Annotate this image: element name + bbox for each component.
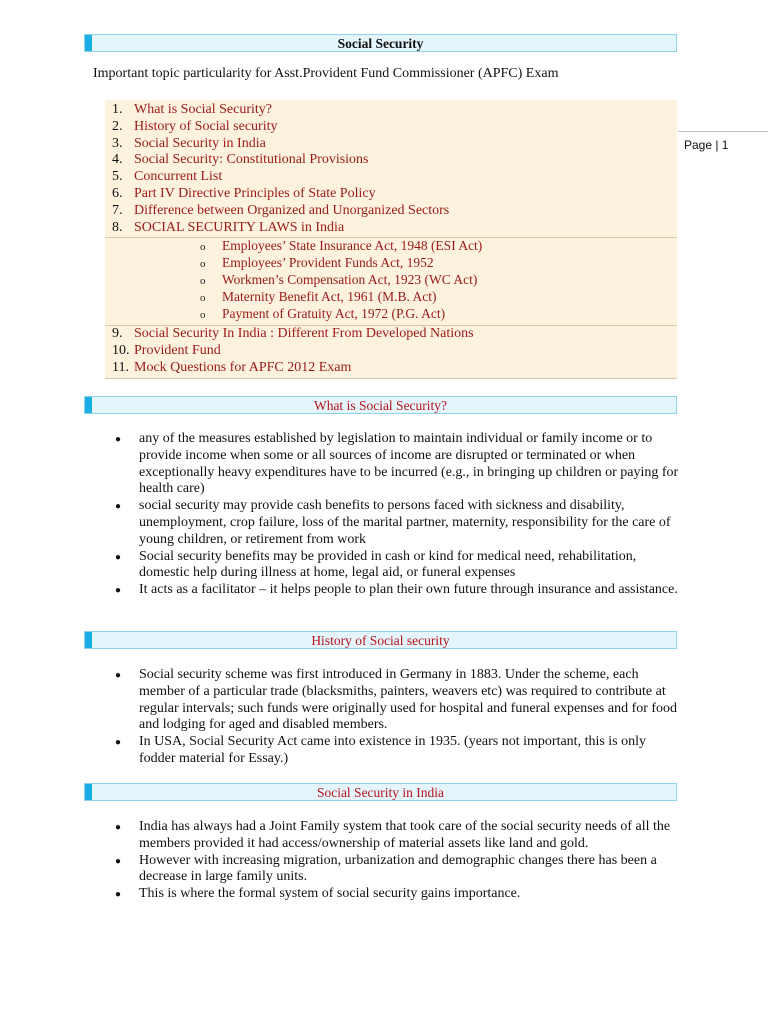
main-heading (84, 34, 677, 52)
toc-item-number: 8. (112, 219, 123, 235)
bullet-icon: ● (115, 585, 122, 597)
toc-item (112, 152, 369, 168)
toc-subitem-label: Maternity Benefit Act, 1961 (M.B. Act) (222, 288, 437, 304)
toc-subitem-label: Employees’ Provident Funds Act, 1952 (222, 254, 434, 270)
toc-item (112, 169, 222, 185)
toc-item (112, 136, 266, 152)
bullet-icon: ● (115, 889, 122, 901)
section-heading-history (84, 631, 677, 649)
bullet-icon: ● (115, 551, 122, 563)
toc-item (112, 119, 277, 135)
list-item-text: This is where the formal system of social security gains importance. (139, 886, 521, 902)
list-item (112, 853, 682, 887)
toc-item-label: Social Security: Constitutional Provisions (134, 152, 369, 168)
toc-item-number: 1. (112, 102, 123, 117)
toc-item-label: Difference between Organized and Unorganized Sectors (134, 202, 450, 218)
intro-text: Important topic particularity for Asst.Provident Fund Commissioner (APFC) Exam (93, 66, 559, 81)
toc-item-label: Social Security in India (134, 135, 266, 151)
toc-item-number: 11. (112, 359, 129, 375)
toc-item (112, 102, 272, 118)
toc-item-number: 5. (112, 169, 123, 185)
toc-item-label: Part IV Directive Principles of State Policy (134, 186, 376, 201)
india-list (112, 819, 682, 903)
toc-item (112, 326, 474, 342)
toc-item (112, 360, 351, 376)
toc-item-number: 2. (112, 118, 123, 134)
toc-item (112, 343, 221, 359)
list-item (112, 582, 682, 599)
section-heading-india (84, 783, 677, 801)
bullet-icon: ● (115, 501, 122, 513)
section-heading-text: History of Social security (311, 633, 450, 648)
list-item-text: India has always had a Joint Family system that took care of the social security needs of all the members provided it had access/ownership of material assets like land and gold. (139, 819, 671, 851)
toc-subitem-label: Payment of Gratuity Act, 1972 (P.G. Act) (222, 305, 446, 321)
list-item (112, 549, 682, 583)
toc-item-label: SOCIAL SECURITY LAWS in India (134, 219, 345, 235)
bullet-icon: ● (115, 434, 122, 445)
list-item-text: In USA, Social Security Act came into existence in 1935. (years not important, this is only fodder material for Essay.) (139, 734, 647, 766)
toc-subitem-label: Workmen’s Compensation Act, 1923 (WC Act) (222, 271, 478, 287)
main-heading-text: Social Security (337, 36, 424, 51)
toc-item (112, 220, 344, 236)
what-is-list (112, 431, 682, 599)
toc-item-number: 6. (112, 186, 123, 201)
bullet-icon: ● (115, 670, 122, 681)
toc-item-number: 3. (112, 135, 123, 151)
section-heading-text: What is Social Security? (313, 398, 448, 413)
list-item (112, 431, 682, 498)
heading-accent-bar (85, 632, 92, 648)
toc-item-label: What is Social Security? (134, 102, 273, 117)
list-item-text: any of the measures established by legislation to maintain individual or family income or to provide income when some or all sources of income are disrupted or terminated or when exceptionally heavy expenditures have to be incurred (e.g., in bringing up children or paying for health care) (139, 431, 679, 497)
list-item-text: Social security benefits may be provided in cash or kind for medical need, rehabilitation, domestic help during illness at home, legal aid, or funeral expenses (139, 548, 637, 581)
toc-item (112, 186, 376, 202)
toc-subitem-marker: o (200, 257, 206, 270)
list-item-text: It acts as a facilitator – it helps people to plan their own future through insurance and assistance. (139, 582, 678, 598)
toc-item-number: 9. (112, 326, 123, 341)
table-of-contents (105, 100, 677, 379)
toc-subitem (200, 238, 482, 255)
heading-accent-bar (85, 784, 92, 800)
bullet-icon: ● (115, 855, 122, 867)
section-heading-text: Social Security in India (316, 785, 445, 800)
toc-item-number: 7. (112, 202, 123, 218)
toc-item-label: Concurrent List (134, 169, 223, 185)
list-item (112, 819, 682, 853)
list-item-text: social security may provide cash benefits to persons faced with sickness and disability, unemployment, crop failure, loss of the marital partner, maternity, responsibility for the care of young children, or retirement from work (139, 498, 671, 547)
toc-subitem (200, 255, 434, 272)
list-item (112, 886, 682, 903)
list-item (112, 734, 682, 768)
bullet-icon: ● (115, 822, 122, 833)
toc-subitem-marker: o (200, 241, 206, 253)
page-number: Page | 1 (684, 138, 729, 152)
toc-subitem (200, 306, 445, 323)
toc-item-label: Provident Fund (134, 342, 221, 358)
toc-item-number: 4. (112, 152, 123, 168)
heading-accent-bar (85, 35, 92, 51)
history-list (112, 667, 682, 768)
toc-subitem (200, 272, 477, 289)
heading-accent-bar (85, 397, 92, 413)
list-item-text: However with increasing migration, urbanization and demographic changes there has been a decrease in large family units. (139, 852, 657, 885)
toc-item-label: Mock Questions for APFC 2012 Exam (134, 359, 352, 375)
list-item (112, 667, 682, 734)
list-item-text: Social security scheme was first introduced in Germany in 1883. Under the scheme, each member of a particular trade (blacksmiths, painters, weavers etc) was required to contribute at regular intervals; such funds were originally used for hospital and funeral expenses and for food and lodging for aged and disabled members. (139, 667, 678, 733)
toc-subitem-marker: o (200, 291, 206, 304)
toc-item-label: History of Social security (134, 118, 278, 134)
toc-item-label: Social Security In India : Different From Developed Nations (134, 326, 474, 341)
toc-subitem-marker: o (200, 308, 206, 321)
list-item (112, 498, 682, 548)
section-heading-what-is (84, 396, 677, 414)
page-number-rule (678, 131, 768, 132)
toc-item (112, 203, 449, 219)
bullet-icon: ● (115, 737, 122, 749)
toc-subitem (200, 289, 436, 306)
toc-subitem-marker: o (200, 274, 206, 287)
toc-item-number: 10. (112, 342, 130, 358)
toc-subitem-label: Employees’ State Insurance Act, 1948 (ESI Act) (222, 238, 483, 253)
